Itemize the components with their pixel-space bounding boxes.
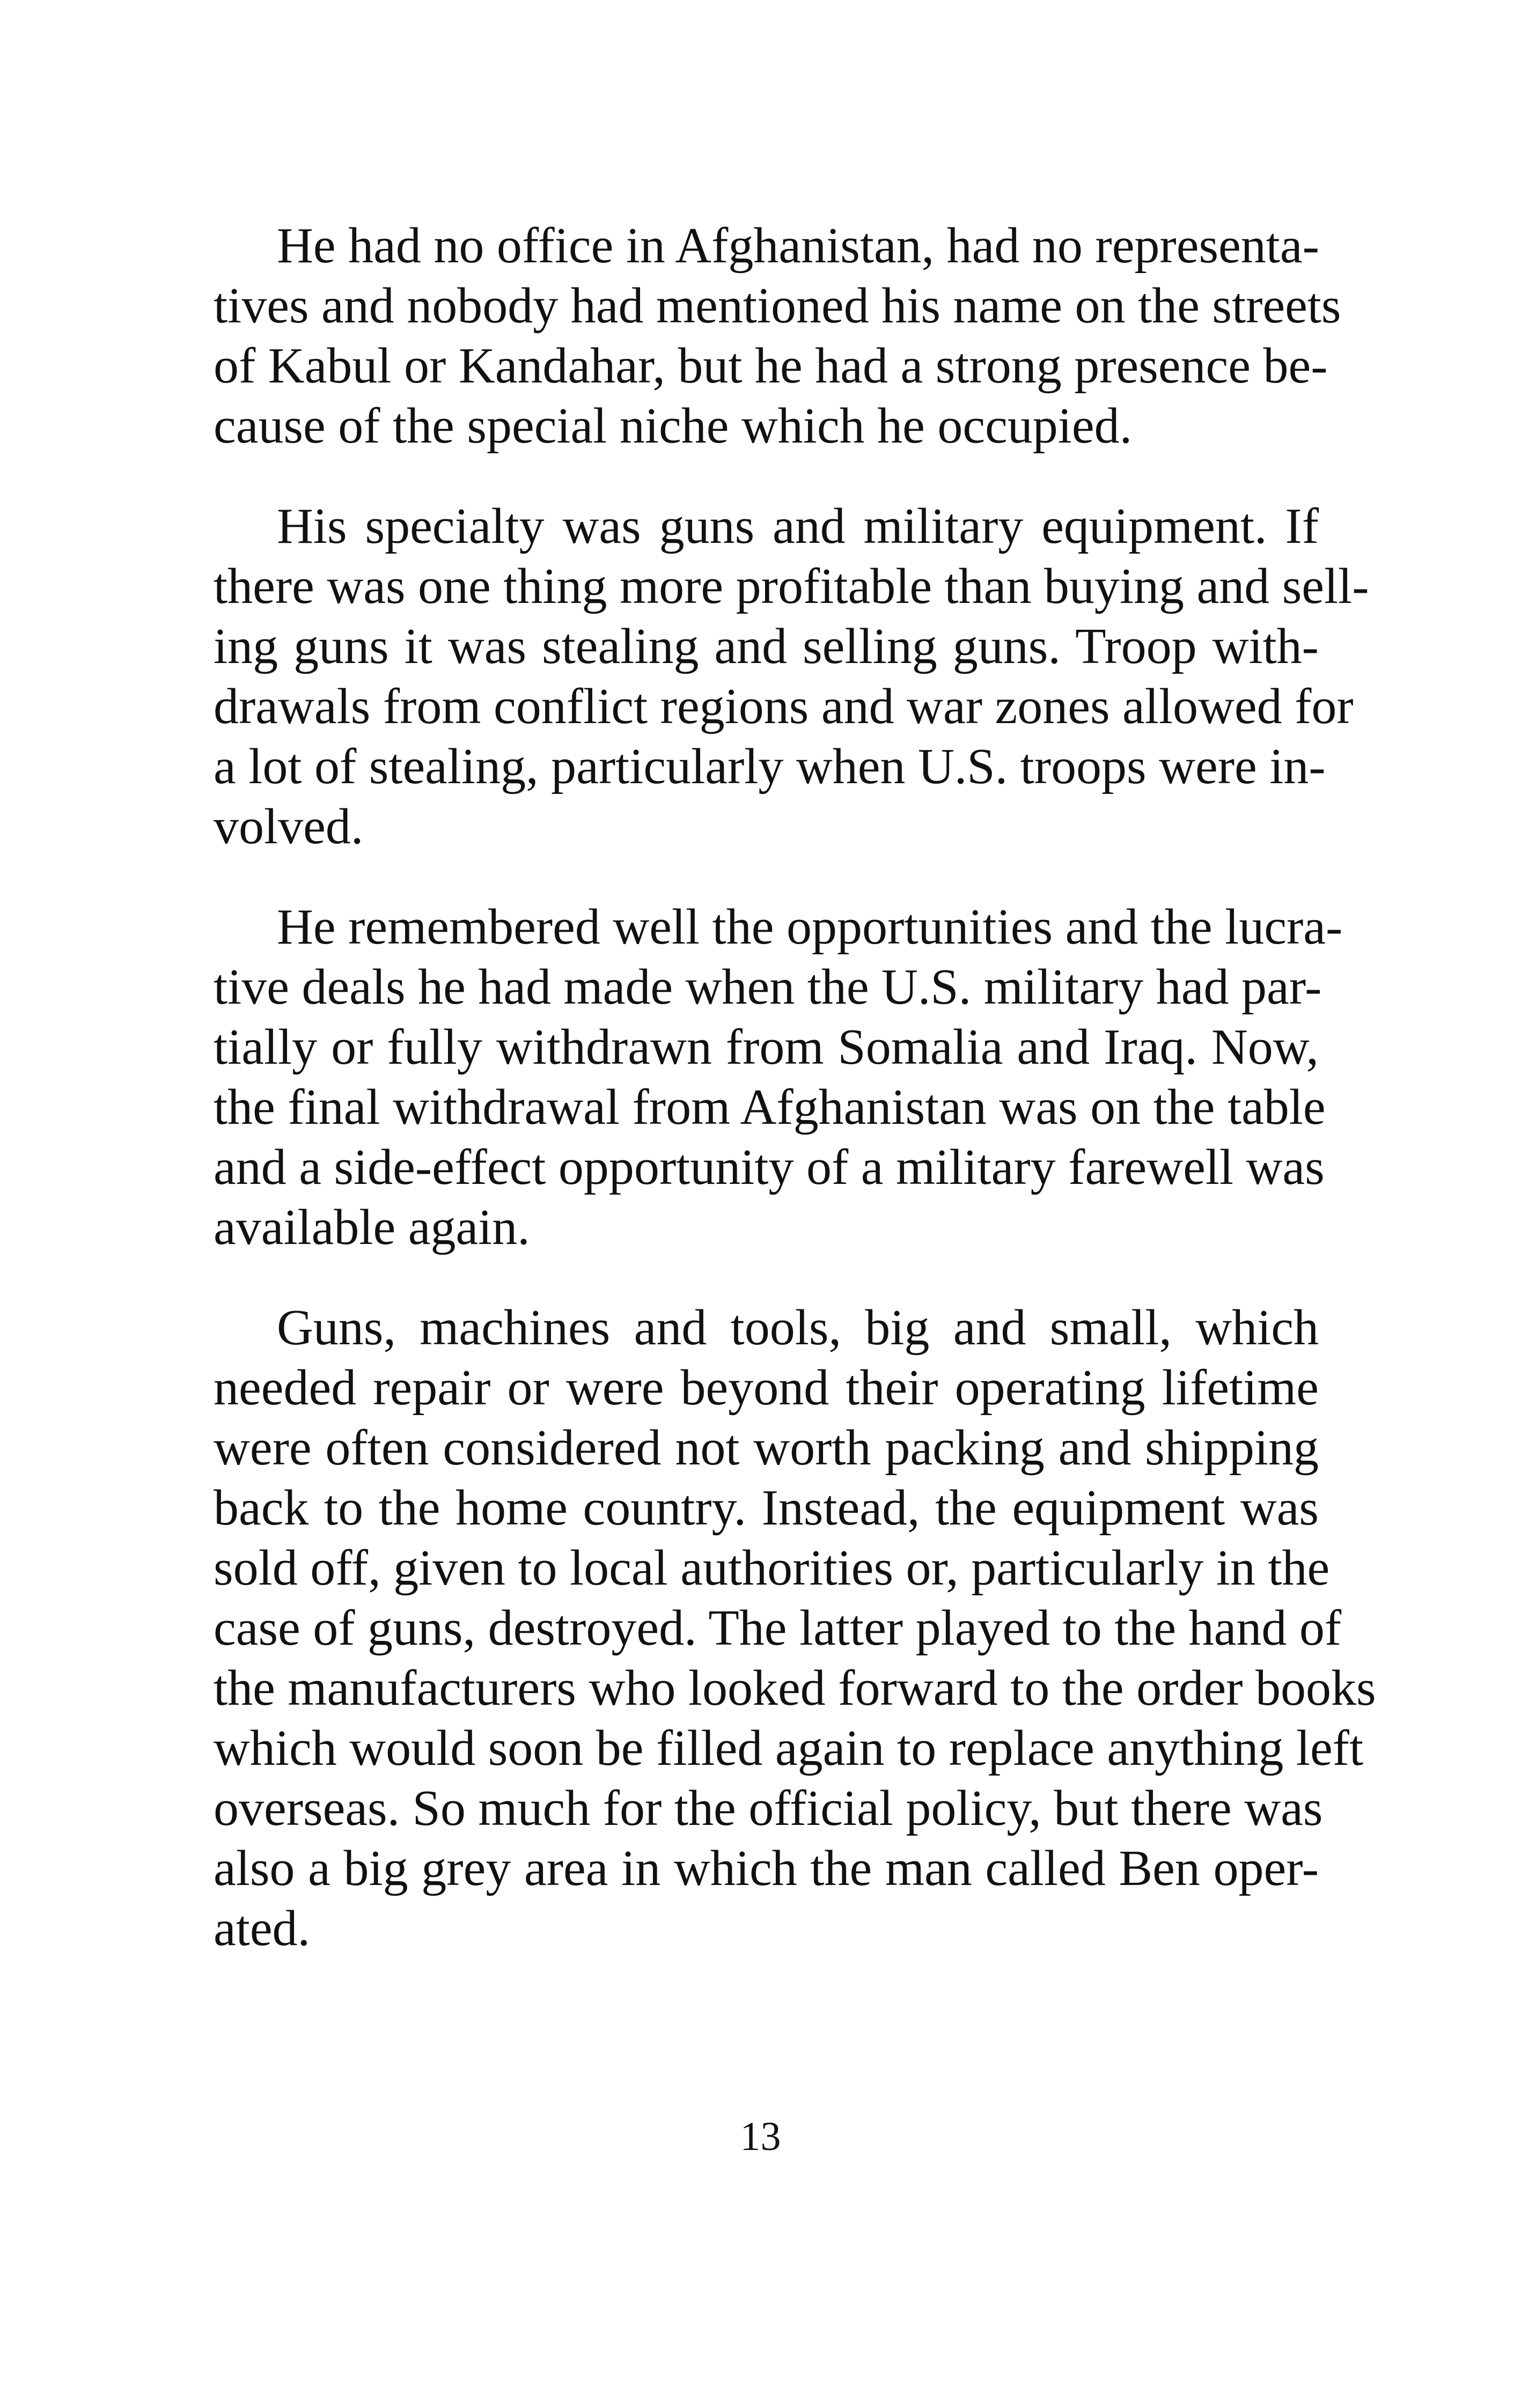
text-line: were often considered not worth packing and shipping <box>214 1420 1319 1476</box>
text-line: tives and nobody had mentioned his name on the streets <box>214 278 1341 334</box>
text-line: needed repair or were beyond their operating lifetime <box>214 1360 1319 1416</box>
text-line: the manufacturers who looked forward to the order books <box>214 1660 1376 1716</box>
text-line: overseas. So much for the official policy, but there was <box>214 1780 1323 1836</box>
paragraph-gap <box>214 456 1319 496</box>
text-line: Guns, machines and tools, big and small, which <box>277 1300 1319 1356</box>
paragraph <box>214 1298 1376 1958</box>
paragraph <box>214 216 1341 456</box>
paragraph <box>214 496 1369 857</box>
paragraph-gap <box>214 857 1319 897</box>
paragraph <box>214 897 1343 1257</box>
text-line: tially or fully withdrawn from Somalia and Iraq. Now, <box>214 1019 1319 1075</box>
text-line: and a side-effect opportunity of a military farewell was <box>214 1139 1325 1195</box>
page-number: 13 <box>740 2114 781 2159</box>
text-line: He had no office in Afghanistan, had no representa- <box>277 218 1319 274</box>
text-line: of Kabul or Kandahar, but he had a strong presence be- <box>214 338 1328 394</box>
text-line: available again. <box>214 1199 530 1255</box>
text-line: ing guns it was stealing and selling guns. Troop with- <box>214 618 1319 674</box>
text-line: cause of the special niche which he occupied. <box>214 398 1133 454</box>
text-line: back to the home country. Instead, the equipment was <box>214 1480 1319 1536</box>
text-line: ated. <box>214 1901 311 1956</box>
text-line: tive deals he had made when the U.S. military had par- <box>214 959 1322 1015</box>
text-line: a lot of stealing, particularly when U.S. troops were in- <box>214 739 1326 794</box>
text-line: He remembered well the opportunities and the lucra- <box>277 899 1343 955</box>
text-line: the final withdrawal from Afghanistan was on the table <box>214 1079 1326 1135</box>
text-line: His specialty was guns and military equipment. If <box>277 498 1319 554</box>
text-line: also a big grey area in which the man called Ben oper- <box>214 1840 1319 1896</box>
text-line: sold off, given to local authorities or, particularly in the <box>214 1540 1330 1596</box>
body-text <box>214 216 1376 1958</box>
text-line: case of guns, destroyed. The latter played to the hand of <box>214 1600 1342 1656</box>
text-line: volved. <box>214 799 364 855</box>
text-line: there was one thing more profitable than buying and sell- <box>214 558 1369 614</box>
text-line: drawals from conflict regions and war zones allowed for <box>214 679 1354 734</box>
text-line: which would soon be filled again to replace anything left <box>214 1720 1364 1776</box>
paragraph-gap <box>214 1257 1319 1298</box>
